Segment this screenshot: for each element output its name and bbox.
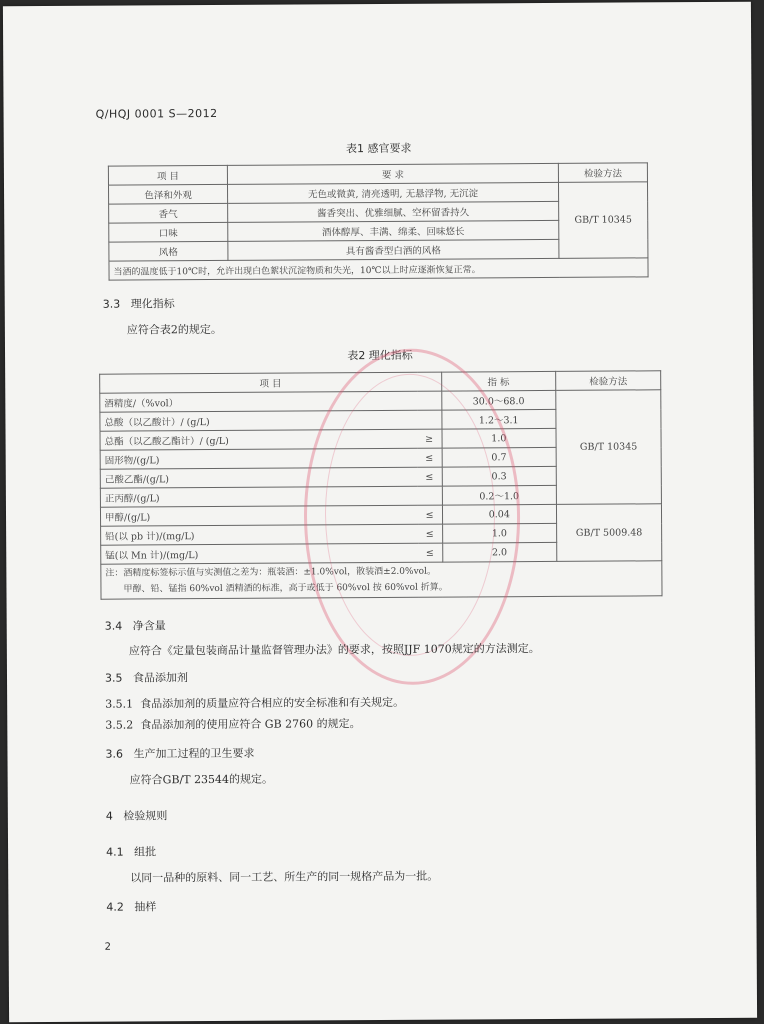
page-number: 2 — [104, 941, 112, 953]
section-title: 理化指标 — [130, 297, 175, 311]
table2-caption: 表2 理化指标 — [347, 348, 413, 363]
row-value: 30.0～68.0 — [441, 390, 556, 410]
table-note: 当酒的温度低于10℃时，允许出现白色絮状沉淀物质和失光，10℃以上时应逐渐恢复正常。 — [109, 258, 648, 280]
table1-caption: 表1 感官要求 — [345, 141, 412, 156]
section-title: 食品添加剂 — [132, 671, 189, 685]
row-requirement: 无色或微黄, 清亮透明, 无悬浮物, 无沉淀 — [227, 182, 558, 203]
row-method: GB/T 10345 — [558, 182, 647, 259]
row-symbol: ≤ — [417, 448, 442, 467]
row-symbol: ≥ — [417, 429, 442, 448]
clause-number: 3.5.1 — [105, 697, 134, 711]
section-title: 净含量 — [132, 619, 166, 633]
section-number: 3.3 — [102, 297, 121, 311]
section-number: 3.5 — [104, 671, 123, 685]
section-number: 4 — [105, 809, 113, 823]
row-method: GB/T 10345 — [556, 390, 662, 505]
col-header-item: 项 目 — [108, 165, 227, 185]
section-number: 4.2 — [106, 900, 124, 914]
row-value: 1.2～3.1 — [441, 409, 556, 429]
col-header-method: 检验方法 — [556, 371, 661, 391]
table-row — [108, 182, 647, 204]
table-note-row — [109, 258, 648, 280]
section-heading-3-3 — [103, 295, 175, 311]
clause-3-5-2 — [105, 715, 360, 733]
row-value: 1.0 — [442, 428, 557, 448]
row-item: 酒精度/（%vol） — [100, 391, 417, 412]
section-heading-3-6 — [105, 745, 254, 762]
clause-text: 食品添加剂的使用应符合 GB 2760 的规定。 — [140, 717, 361, 732]
row-requirement: 具有酱香型白酒的风格 — [228, 239, 559, 260]
row-value: 2.0 — [442, 542, 557, 562]
note-line-1: 注：酒精度标签标示值与实测值之差为：瓶装酒：±1.0%vol，散装酒±2.0%vol。 — [105, 566, 436, 579]
clause-text: 食品添加剂的质量应符合相应的安全标准和有关规定。 — [140, 695, 405, 711]
row-item: 风格 — [109, 241, 228, 261]
row-requirement: 酱香突出、优雅细腻、空杯留香持久 — [228, 201, 559, 222]
row-value: 1.0 — [442, 523, 557, 543]
row-item: 总酸（以乙酸计）/ (g/L) — [100, 410, 417, 431]
row-item: 锰(以 Mn 计)/(mg/L) — [101, 543, 418, 564]
row-item: 甲醇/(g/L) — [100, 505, 417, 526]
row-value: 0.3 — [442, 466, 557, 486]
row-method: GB/T 5009.48 — [556, 504, 661, 562]
section-title: 生产加工过程的卫生要求 — [133, 746, 255, 761]
section-text: 以同一品种的原料、同一工艺、所生产的同一规格产品为一批。 — [130, 869, 439, 885]
clause-3-5-1 — [105, 694, 404, 712]
sensory-table — [108, 162, 649, 280]
section-text: 应符合表2的规定。 — [126, 322, 222, 337]
section-title: 组批 — [134, 845, 157, 859]
section-heading-4 — [106, 807, 168, 823]
row-value: 0.04 — [442, 504, 557, 524]
section-heading-4-1 — [106, 843, 156, 859]
section-number: 3.6 — [105, 747, 124, 761]
row-item: 香气 — [109, 203, 228, 223]
section-title: 抽样 — [134, 900, 157, 914]
row-requirement: 酒体醇厚、丰满、绵柔、回味悠长 — [228, 220, 559, 241]
section-heading-3-5 — [105, 669, 188, 686]
col-header-indicator: 指 标 — [441, 371, 556, 391]
col-header-requirement: 要 求 — [227, 163, 558, 184]
row-value: 0.7 — [442, 447, 557, 467]
row-value: 0.2～1.0 — [442, 485, 557, 505]
clause-number: 3.5.2 — [105, 718, 134, 732]
section-text: 应符合GB/T 23544的规定。 — [129, 772, 274, 787]
section-title: 检验规则 — [123, 809, 168, 823]
standard-code: Q/HQJ 0001 S—2012 — [95, 106, 218, 121]
row-symbol: ≤ — [418, 505, 443, 524]
col-header-method: 检验方法 — [558, 163, 647, 183]
row-symbol: ≤ — [418, 524, 443, 543]
row-symbol: ≤ — [418, 543, 443, 562]
row-item: 己酸乙酯/(g/L) — [100, 467, 417, 488]
row-item: 色泽和外观 — [108, 184, 227, 204]
seal-inner-ring — [324, 373, 496, 656]
seal-stamp — [303, 348, 521, 685]
note-line-2: 甲醇、铅、锰指 60%vol 酒精酒的标准，高于或低于 60%vol 按 60%vol 折算。 — [123, 582, 448, 595]
col-header-item: 项 目 — [100, 372, 442, 393]
row-symbol: ≤ — [417, 467, 442, 486]
section-number: 4.1 — [106, 845, 124, 859]
section-text: 应符合《定量包装商品计量监督管理办法》的要求，按照JJF 1070规定的方法测定。 — [128, 642, 540, 658]
row-item: 口味 — [109, 222, 228, 242]
section-heading-3-4 — [105, 617, 166, 633]
section-number: 3.4 — [104, 619, 123, 633]
section-heading-4-2 — [106, 898, 156, 914]
document-page — [3, 2, 757, 1023]
row-item: 铅(以 pb 计)/(mg/L) — [101, 524, 418, 545]
row-item: 固形物/(g/L) — [100, 448, 417, 469]
row-item: 正丙醇/(g/L) — [100, 486, 417, 507]
row-item: 总酯（以乙酸乙酯计）/ (g/L) — [100, 429, 417, 450]
